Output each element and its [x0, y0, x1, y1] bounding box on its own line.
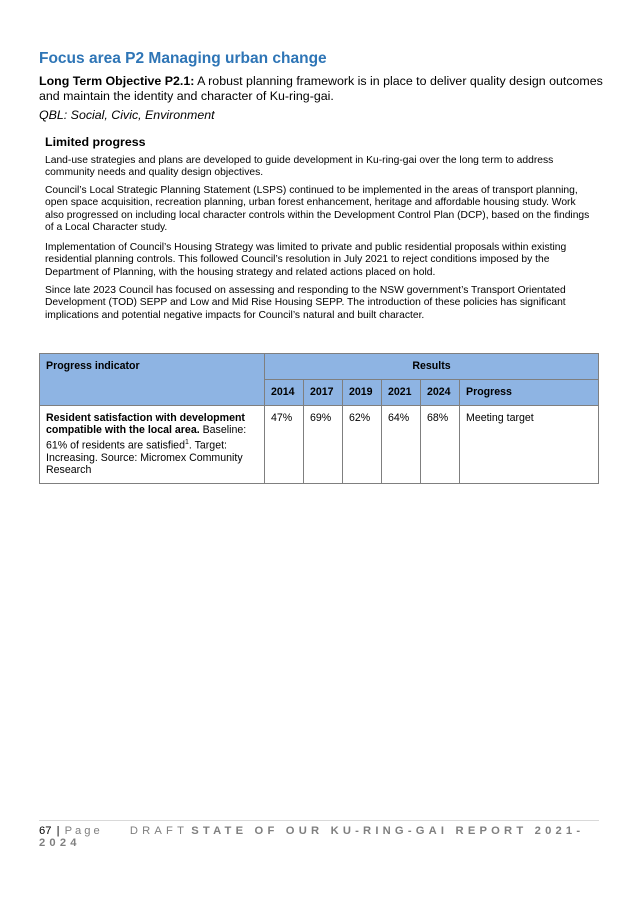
value-2021: 64% [382, 406, 421, 484]
progress-indicator-table [39, 353, 599, 484]
paragraph-land-use: Land-use strategies and plans are developed to guide development in Ku-ring-gai over the long term to address community needs and quality design objectives. [45, 155, 554, 179]
objective-label: Long Term Objective P2.1: [39, 74, 195, 88]
footnote-marker: 1 [184, 438, 189, 446]
header-progress-indicator: Progress indicator [40, 354, 265, 406]
page-number: 67 [39, 825, 52, 837]
header-year-2014: 2014 [265, 380, 304, 406]
paragraph-tod-sepp: Since late 2023 Council has focused on assessing and responding to the NSW government’s Transport Orientated Development (TOD) SEPP and Low and Mid Rise Housing SEPP. The introduction of these policies has significant implications and potential negative impacts for Council’s natural and built character. [45, 285, 566, 321]
indicator-title: Resident satisfaction with development compatible with the local area. [46, 412, 245, 437]
page-footer [39, 825, 599, 849]
draft-label: DRAFT [129, 825, 189, 837]
progress-status: Meeting target [460, 406, 599, 484]
header-year-2024: 2024 [421, 380, 460, 406]
value-2014: 47% [265, 406, 304, 484]
value-2017: 69% [304, 406, 343, 484]
indicator-baseline: Baseline: 61% of residents are satisfied [46, 424, 247, 452]
report-title: STATE OF OUR KU-RING-GAI REPORT 2021-2024 [39, 825, 585, 849]
page-separator: | [56, 825, 60, 837]
indicator-target-source: . Target: Increasing. Source: Micromex Community Research [46, 439, 243, 477]
page-heading: Focus area P2 Managing urban change [39, 50, 327, 67]
header-year-2019: 2019 [343, 380, 382, 406]
objective-text: A robust planning framework is in place to deliver quality design outcomes and maintain the identity and character of Ku-ring-gai. [39, 74, 603, 103]
header-year-2017: 2017 [304, 380, 343, 406]
status-heading: Limited progress [45, 135, 146, 149]
paragraph-housing-strategy: Implementation of Council’s Housing Strategy was limited to private and public residential proposals within existing residential planning controls. This followed Council’s resolution in July 2021 to reject conditions imposed by the Department of Planning, with the housing strategy and related actions placed on hold. [45, 242, 567, 278]
header-progress: Progress [460, 380, 599, 406]
value-2019: 62% [343, 406, 382, 484]
indicator-cell [40, 406, 265, 484]
table-row [40, 406, 599, 484]
long-term-objective [39, 74, 604, 104]
header-results: Results [265, 354, 599, 380]
qbl-line: QBL: Social, Civic, Environment [39, 108, 215, 122]
header-year-2021: 2021 [382, 380, 421, 406]
paragraph-lsps: Council’s Local Strategic Planning Statement (LSPS) continued to be implemented in the areas of transport planning, open space acquisition, recreation planning, urban forest enhancement, heritage and affordable housing study. Work also progressed on including local character controls within the Development Control Plan (DCP), based on the findings of a Local Character study. [45, 185, 590, 233]
value-2024: 68% [421, 406, 460, 484]
footer-divider [39, 820, 599, 821]
page-word: Page [64, 825, 103, 837]
